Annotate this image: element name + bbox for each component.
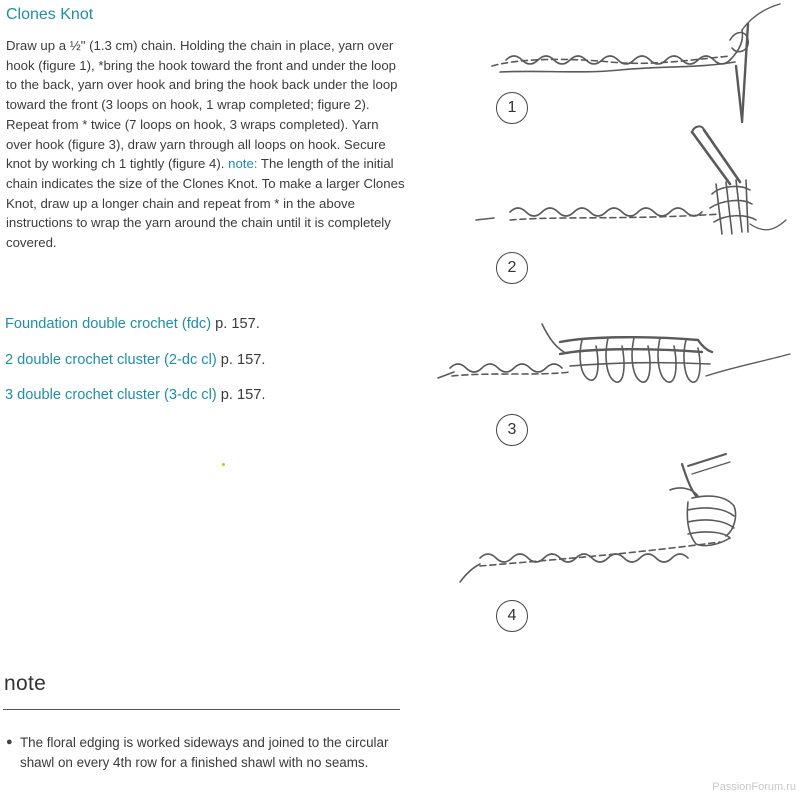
section-title: Clones Knot [6,6,94,23]
reference-item [5,314,425,334]
note-bullet-text: The floral edging is worked sideways and joined to the circular shawl on every 4th row for a finished shawl with no seams. [20,735,389,770]
reference-page: p. 157. [220,351,266,368]
instructions-paragraph [6,36,406,253]
figure-2-illustration [430,124,800,294]
inline-note-text: The length of the initial chain indicates the size of the Clones Knot. To make a larger Clones Knot, draw up a longer chain and repeat from * in the above instructions to wrap the yarn around the chain until it is completely covered. [6,156,405,251]
figure-number: 3 [496,414,528,446]
bullet-icon: ● [6,736,13,748]
figure-1 [430,0,800,140]
reference-name: Foundation double crochet (fdc) [5,316,212,332]
reference-item [5,350,425,370]
reference-item [5,385,425,405]
figure-1-illustration [430,0,800,140]
reference-page: p. 157. [220,387,266,403]
figure-4-illustration [430,450,800,640]
reference-name: 3 double crochet cluster (3-dc cl) [5,387,217,403]
figure-3 [430,306,800,456]
figure-number: 4 [496,600,528,632]
stray-mark [222,463,225,466]
note-divider [3,709,400,710]
figure-3-illustration [430,306,800,456]
figure-2 [430,124,800,294]
reference-page: p. 157. [215,316,260,332]
figure-number: 1 [496,92,528,124]
watermark: PassionForum.ru [712,781,796,793]
note-bullet-item [6,733,396,772]
inline-note-label: note: [228,156,258,172]
figure-number: 2 [496,252,528,284]
reference-name: 2 double crochet cluster (2-dc cl) [5,351,217,368]
figures-column [430,0,800,640]
note-heading: note [4,672,47,695]
instructions-text: Draw up a ½" (1.3 cm) chain. Holding the chain in place, yarn over hook (figure 1), *bring the hook toward the front and under the loop to the back, yarn over hook and bring the hook back under the loop toward the front (3 loops on hook, 1 wrap completed; figure 2). Repeat from * twice (7 loops on hook, 3 wraps completed). Yarn over hook (figure 3), draw yarn through all loops on hook. Secure knot by working ch 1 tightly (figure 4). [6,38,398,172]
figure-4 [430,450,800,640]
reference-list [5,314,425,421]
